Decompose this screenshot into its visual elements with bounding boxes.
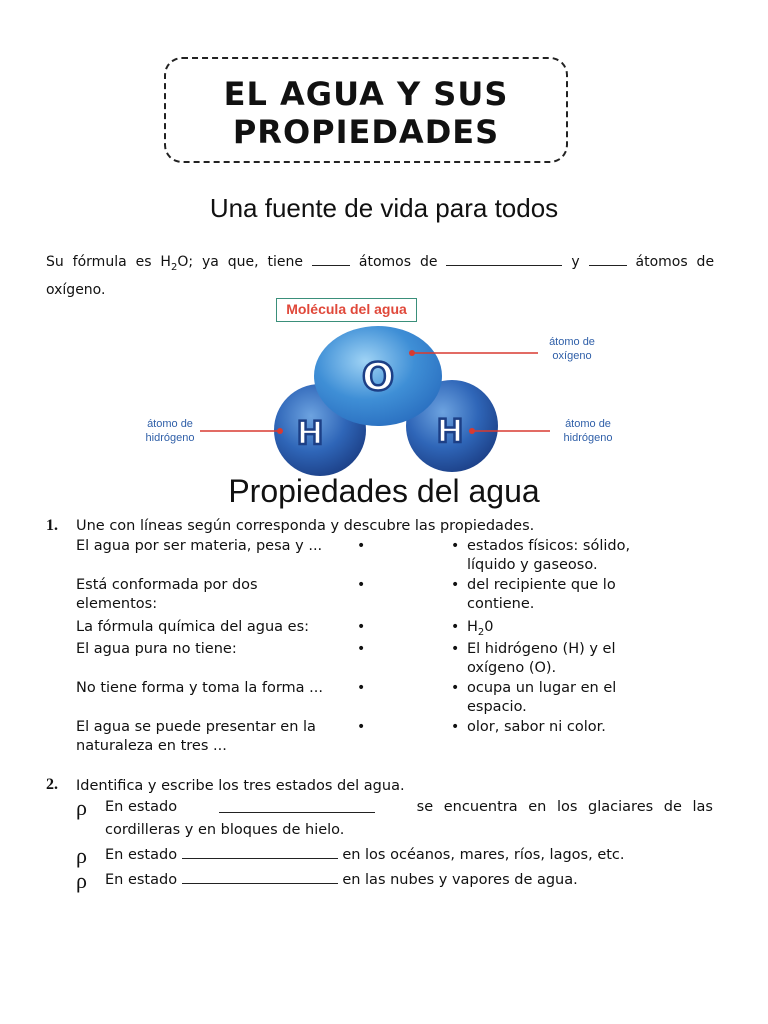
left-item-4: El agua pura no tiene: (76, 641, 237, 657)
left-item-6: El agua se puede presentar en la (76, 719, 316, 735)
blank-1[interactable] (312, 253, 350, 266)
right-item-2b: contiene. (467, 596, 535, 612)
exercise2-bullet-1: ρ (76, 795, 87, 820)
left-dot-3[interactable]: • (357, 619, 366, 635)
item1-b: se encuentra en los glaciares de las (416, 799, 713, 815)
label-hydrogen-right-line2: hidrógeno (563, 432, 613, 444)
exercise2-item3 (105, 869, 578, 890)
item3-blank[interactable] (182, 869, 338, 884)
title-line-2: PROPIEDADES (232, 113, 500, 151)
blank-2[interactable] (446, 253, 562, 266)
item3-b: en las nubes y vapores de agua. (342, 872, 578, 888)
label-oxygen-line1: átomo de (549, 336, 595, 348)
intro-part4: y (571, 254, 580, 270)
item3-a: En estado (105, 872, 178, 888)
oxygen-letter: O (361, 355, 395, 399)
exercise1-number: 1. (46, 517, 58, 534)
right-item-5: ocupa un lugar en el (467, 680, 617, 696)
right-item-4b: oxígeno (O). (467, 660, 557, 676)
formula-sub: 2 (477, 626, 485, 638)
left-item-3: La fórmula química del agua es: (76, 619, 310, 635)
exercise1-instruction: Une con líneas según corresponda y descubre las propiedades. (76, 518, 535, 534)
item2-a: En estado (105, 847, 178, 863)
intro-part3: átomos de (358, 254, 438, 270)
right-dot-2[interactable]: • (451, 577, 460, 593)
left-item-1: El agua por ser materia, pesa y ... (76, 538, 323, 554)
left-dot-2[interactable]: • (357, 577, 366, 593)
exercise2-instruction: Identifica y escribe los tres estados del agua. (76, 778, 405, 794)
exercise2-item1-line1 (105, 798, 713, 817)
subtitle: Una fuente de vida para todos (209, 193, 559, 223)
pointer-hydrogen-right-dot (469, 428, 475, 434)
exercise2-item1-line2: cordilleras y en bloques de hielo. (105, 822, 345, 838)
intro-paragraph (46, 251, 714, 302)
title-line-1: EL AGUA Y SUS (223, 75, 509, 113)
right-item-4: El hidrógeno (H) y el (467, 641, 616, 657)
formula-h: H (467, 619, 478, 635)
label-oxygen (532, 335, 612, 363)
right-dot-5[interactable]: • (451, 680, 460, 696)
right-dot-1[interactable]: • (451, 538, 460, 554)
item2-b: en los océanos, mares, ríos, lagos, etc. (342, 847, 625, 863)
item1-a: En estado (105, 799, 178, 815)
item1-blank[interactable] (219, 798, 375, 813)
right-item-2: del recipiente que lo (467, 577, 616, 593)
molecule-illustration (130, 296, 630, 476)
intro-part2: O; ya que, tiene (177, 254, 304, 270)
left-dot-4[interactable]: • (357, 641, 366, 657)
hydrogen-letter-left: H (296, 414, 324, 452)
intro-part1: Su fórmula es H (46, 254, 171, 270)
right-dot-6[interactable]: • (451, 719, 460, 735)
exercise2-number: 2. (46, 776, 58, 793)
label-hydrogen-left-line2: hidrógeno (145, 432, 195, 444)
right-item-1b: líquido y gaseoso. (467, 557, 598, 573)
pointer-oxygen-dot (409, 350, 415, 356)
right-item-1: estados físicos: sólido, (467, 538, 631, 554)
formula-zero: 0 (484, 619, 494, 635)
left-item-6b: naturaleza en tres ... (76, 738, 227, 754)
right-dot-3[interactable]: • (451, 619, 460, 635)
blank-3[interactable] (589, 253, 627, 266)
exercise2-bullet-3: ρ (76, 868, 87, 893)
hydrogen-letter-right: H (436, 412, 464, 450)
label-oxygen-line2: oxígeno (552, 350, 592, 362)
intro-sub: 2 (170, 261, 178, 273)
left-dot-6[interactable]: • (357, 719, 366, 735)
title-box (164, 57, 568, 163)
molecule-diagram (130, 296, 630, 476)
exercise2-bullet-2: ρ (76, 843, 87, 868)
left-item-2b: elementos: (76, 596, 158, 612)
left-item-5: No tiene forma y toma la forma ... (76, 680, 324, 696)
label-hydrogen-left-line1: átomo de (147, 418, 193, 430)
right-dot-4[interactable]: • (451, 641, 460, 657)
exercise2-item2 (105, 844, 625, 865)
label-hydrogen-left (130, 417, 210, 445)
right-item-6: olor, sabor ni color. (467, 719, 606, 735)
pointer-hydrogen-left-dot (277, 428, 283, 434)
right-item-5b: espacio. (467, 699, 527, 715)
left-dot-1[interactable]: • (357, 538, 366, 554)
label-hydrogen-right (548, 417, 628, 445)
intro-part5: átomos de oxígeno. (46, 254, 715, 298)
section-title: Propiedades del agua (228, 473, 540, 509)
item2-blank[interactable] (182, 844, 338, 859)
left-item-2: Está conformada por dos (76, 577, 258, 593)
left-dot-5[interactable]: • (357, 680, 366, 696)
diagram-title: Molécula del agua (276, 298, 417, 322)
right-item-3 (467, 618, 494, 642)
label-hydrogen-right-line1: átomo de (565, 418, 611, 430)
